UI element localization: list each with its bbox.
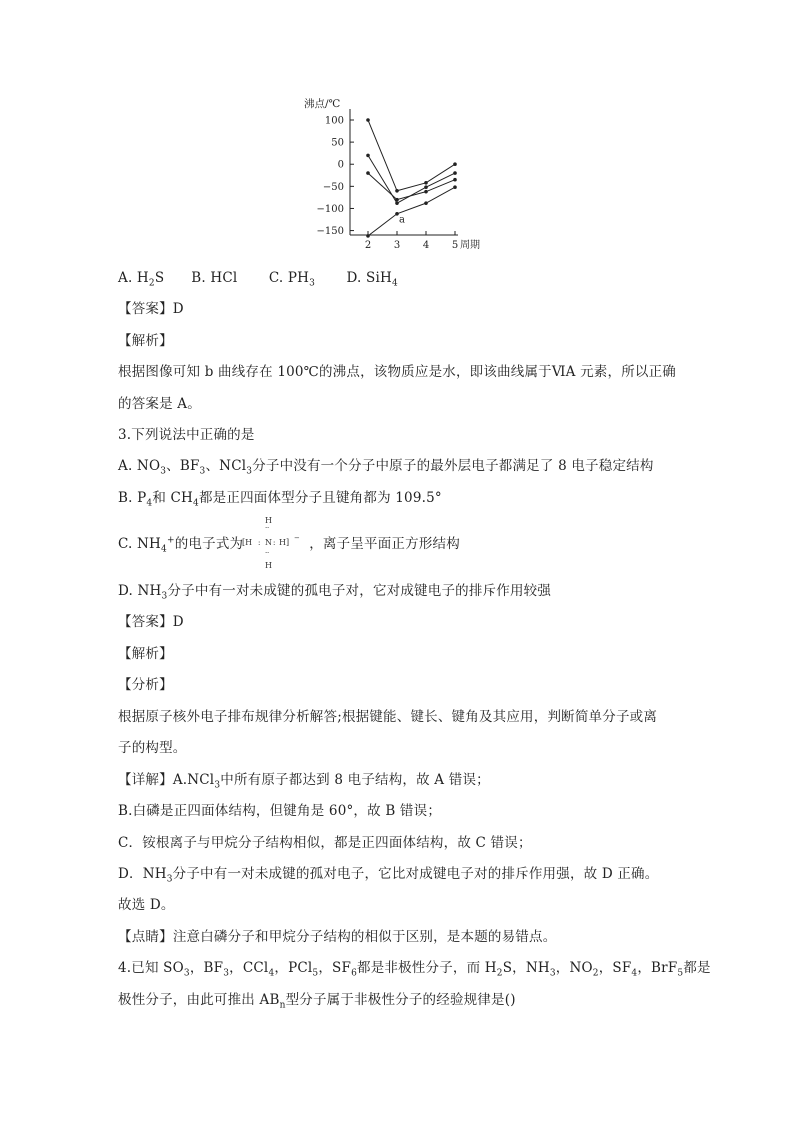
ammonium-lewis-structure [240,515,305,571]
q2-analysis-label: 【解析】 [118,333,173,349]
lewis-h-bottom: H [265,561,272,570]
q3-analysis-label: 【解析】 [118,646,173,662]
q4-line1: 4.已知 $SO_3$，$BF_3$，CCl$_4$，PCl$_5$，$SF_6$都是非极性分子，而 $H_2S$，$NH_3$，$NO_2$，$SF_4$，BrF$_5$都是 [118,960,711,979]
lewis-n: N [265,538,272,547]
data-point [424,181,428,185]
x-tick-label: 4 [422,240,430,251]
lewis-h-top: H [265,516,272,525]
q3-fenxi-line1: 根据原子核外电子排布规律分析解答;根据键能、键长、键角及其应用，判断简单分子或离 [118,709,658,725]
svg-text:·: · [265,524,268,532]
q3-detail-b: B.白磷是正四面体结构，但键角是 60°，故 B 错误； [118,803,442,819]
data-point [366,171,370,175]
data-point [453,162,457,166]
q3-detail-a: 【详解】A.NCl$_3$中所有原子都达到 8 电子结构，故 A 错误； [118,772,490,791]
q3-detail-c: C．铵根离子与甲烷分子结构相似，都是正四面体结构，故 C 错误； [118,835,532,851]
q3-choose: 故选 D。 [118,897,175,913]
data-point [366,154,370,158]
y-tick-label: −50 [322,181,344,193]
data-point [453,178,457,182]
y-tick-label: 0 [337,159,344,171]
q2-analysis-line2: 的答案是 A。 [118,396,201,412]
data-point [424,201,428,205]
data-point [395,201,399,205]
x-axis-label: 周期 [460,240,480,251]
y-tick-label: 50 [331,137,344,149]
lewis-charge: − [294,534,300,542]
x-tick-label: 2 [364,240,372,251]
q2-answer: 【答案】D [118,301,184,317]
q3-answer: 【答案】D [118,614,184,630]
q3-option-d: D. $NH_3$分子中有一对未成键的孤电子对，它对成键电子的排斥作用较强 [118,583,552,602]
lewis-h-right: H] [279,538,290,547]
svg-text:·: · [267,549,270,557]
y-tick-label: 100 [324,115,344,127]
data-point [395,198,399,202]
x-tick-label: 5 [451,240,459,251]
data-point [453,171,457,175]
series-line-1 [368,120,455,191]
y-tick-label: −100 [316,203,344,215]
svg-text:·: · [265,549,268,557]
data-point [395,189,399,193]
series-line-4 [368,187,455,236]
y-axis-label: 沸点/℃ [304,98,341,110]
data-point [366,118,370,122]
q4-line2: 极性分子，由此可推出 $AB_n$型分子属于非极性分子的经验规律是() [118,992,516,1011]
y-tick-label: −150 [316,226,344,238]
svg-text::: : [258,539,261,547]
q3-option-b: B. $P_4$和 $CH_4$都是正四面体型分子且键角都为 109.5° [118,490,442,509]
x-tick-label: 3 [393,240,401,251]
chart-series [366,118,457,237]
q2-options: A. $H_2S$ B. HCl C. $PH_3$ D. SiH$_4$ [118,270,398,289]
q3-note: 【点睛】注意白磷分子和甲烷分子结构的相似于区别，是本题的易错点。 [118,929,557,945]
q3-fenxi-label: 【分析】 [118,677,173,693]
svg-text::: : [273,539,276,547]
data-point [366,234,370,238]
data-point [424,185,428,189]
q3-stem: 3.下列说法中正确的是 [118,427,255,443]
q3-option-c: C. $NH_4^+$的电子式为 ，离子呈平面正方形结构 [118,535,460,555]
q2-analysis-line1: 根据图像可知 b 曲线存在 100℃的沸点，该物质应是水，即该曲线属于ⅥA 元素，所以正确 [118,364,677,380]
data-point [395,212,399,216]
q3-detail-d: D．$NH_3$分子中有一对未成键的孤对电子，它比对成键电子对的排斥作用强，故 D 正确。 [118,866,659,885]
q3-fenxi-line2: 子的构型。 [118,740,187,756]
lewis-h-left: [H [242,538,253,547]
annotation-a: a [399,214,405,226]
svg-text:·: · [267,524,270,532]
q3-option-a: A. $NO_3$、$BF_3$、NCl$_3$分子中没有一个分子中原子的最外层电子都满足了 8 电子稳定结构 [118,458,654,477]
boiling-point-chart [300,95,500,265]
data-point [453,185,457,189]
data-point [424,190,428,194]
